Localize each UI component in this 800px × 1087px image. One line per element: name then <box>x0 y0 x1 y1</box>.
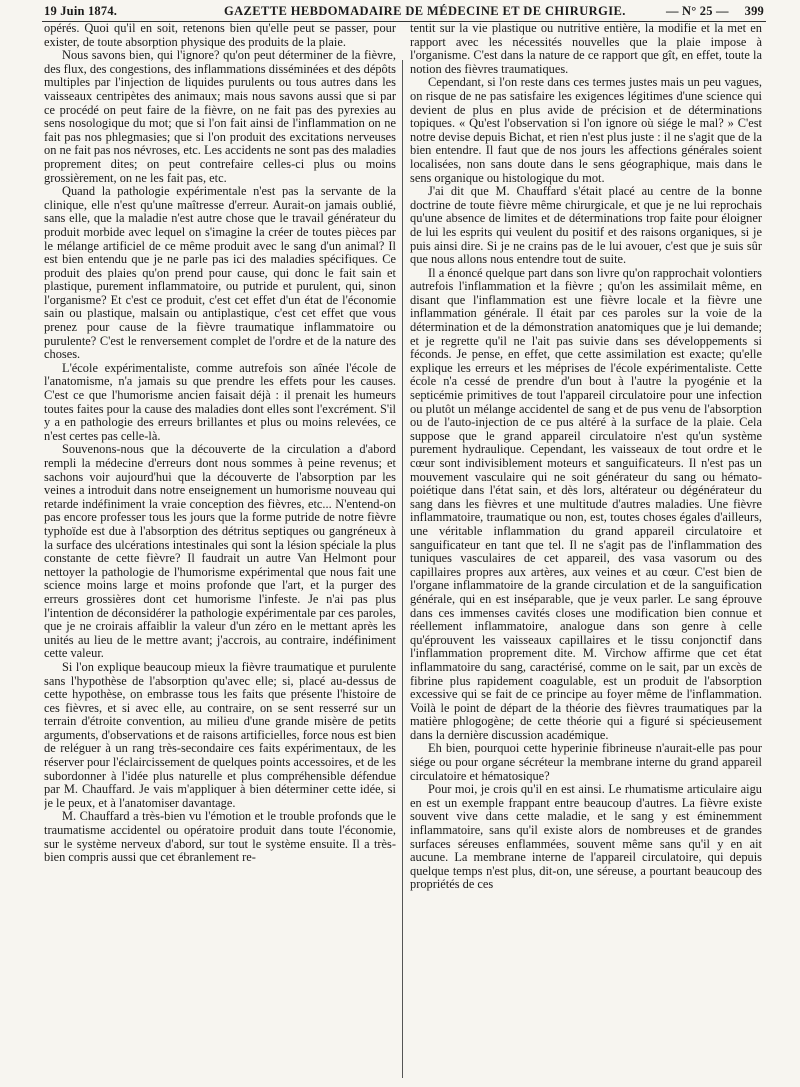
paragraph: Cependant, si l'on reste dans ces termes justes mais un peu vagues, on risque de ne pas satisfaire les exigences légitimes d'une science qui devient de plus en plus avide de précision et de déterminations topiques. « Qu'est l'observation si l'on ignore où siége le mal? » C'est notre devise depuis Bichat, et rien n'est plus juste : il ne s'agit que de la bien entendre. Il faut que de nos jours les affections générales soient localisées, non sans doute dans le sens géographique, mais dans le sens organique ou histologique du mot. <box>410 75 762 185</box>
header-issue-number: — N° 25 — <box>666 4 729 18</box>
paragraph: tentit sur la vie plastique ou nutritive entière, la modifie et la met en rapport avec les nécessités nouvelles que la plaie impose à l'organisme. C'est dans la nature de ce rapport que gît, en effet, toute la notion des fièvres traumatiques. <box>410 22 762 76</box>
header-journal-title: GAZETTE HEBDOMADAIRE DE MÉDECINE ET DE CHIRURGIE. <box>224 4 626 18</box>
header-page-number: 399 <box>744 4 764 18</box>
paragraph: Eh bien, pourquoi cette hyperinie fibrineuse n'aurait-elle pas pour siége ou pour organe sécréteur la membrane interne du grand appareil circulatoire et hématosique? <box>410 741 762 783</box>
paragraph: Il a énoncé quelque part dans son livre qu'on rapprochait volontiers autrefois l'inflammation et la fièvre ; qu'on les assimilait même, en disant que l'inflammation est une fièvre locale et la fièvre une inflammation générale. Il était par ces paroles sur la voie de la détermination et de la démonstration anatomiques que je lui demande; et je regrette qu'il ne l'ait pas suivie dans ses développements si féconds. Je pense, en effet, que cette assimilation est exacte; qu'elle explique les erreurs et les méprises de l'école expérimentaliste. Cette école n'a cessé de prendre d'un bout à l'autre la pyogénie et la septicémie primitives de tout l'appareil circulatoire pour une infection ou plutôt un mélange accidentel de sang et de pus venu de l'absorption ou de l'auto-injection de ce pus altéré à la surface de la plaie. Cela suppose que le grand appareil circulatoire n'est qu'un système purement hydraulique. Cependant, les vaisseaux de tout ordre et le cœur sont indivisiblement moteurs et sanguificateurs. Il n'est pas un mouvement vasculaire qui ne soit générateur du sang ou hémato-poiétique dans l'état sain, et dès lors, altérateur ou dégénérateur du sang dans les fièvres et une multitude d'autres maladies. Une fièvre inflammatoire, traumatique ou non, est, toutes choses égales d'ailleurs, une véritable inflammation du grand appareil circulatoire et sanguificateur en tant que tel. Il ne s'agit pas de l'inflammation des tuniques vasculaires de cet appareil, des vasa vasorum ou des capillaires propres aux artères, aux veines et au cœur. C'est bien de l'organe inflammatoire de la grande circulation et de la sanguification générale, qui en est inséparable, que je veux parler. Le sang éprouve dans ces immenses cavités closes une modification bien connue et réellement inflammatoire, analogue dans son genre à celle qu'éprouvent les vaisseaux capillaires et le tissu conjonctif dans l'inflammation proprement dite. M. Virchow affirme que cet état inflammatoire du sang, caractérisé, comme on le sait, par un excès de fibrine plus rapidement coagulable, est un produit de l'absorption excessive qui se fait de ce principe au foyer même de l'inflammation. Voilà le point de départ de la théorie des fièvres traumatiques par la matière phlogogène; de cette théorie qui a figuré si spécieusement dans la dernière discussion académique. <box>410 265 762 742</box>
paragraph: opérés. Quoi qu'il en soit, retenons bien qu'elle peut se passer, pour exister, de toute absorption physique des produits de la plaie. <box>44 22 396 49</box>
paragraph: Nous savons bien, qui l'ignore? qu'on peut déterminer de la fièvre, des flux, des congestions, des inflammations disséminées et des dépôts multiples par l'injection de liquides purulents ou tous autres dans les vaisseaux centripètes des animaux; mais nous savons aussi que si par ce procédé on peut faire de la fièvre, on ne fait pas des pyrexies au sens nosologique du mot; que si l'on fait ainsi de l'inflammation on ne fait pas nos phlegmasies; que si l'on produit des excitations nerveuses on ne fait pas nos névroses, etc. Les accidents ne sont pas des maladies proprement dites; on peut contrefaire celles-ci plus ou moins grossièrement, on ne les fait pas, etc. <box>44 48 396 185</box>
paragraph: Pour moi, je crois qu'il en est ainsi. Le rhumatisme articulaire aigu en est un exemple frappant entre beaucoup d'autres. La fièvre existe souvent vive dans cette maladie, et le sang y est éminemment inflammatoire, sans qu'il existe alors de nombreuses et de grandes surfaces séreuses enflammées, souvent même sans qu'il y en ait aucune. La membrane interne de l'appareil circulatoire, qui depuis quelque temps n'est plus, dit-on, une séreuse, a pourtant beaucoup des propriétés de ces <box>410 782 762 892</box>
column-divider <box>402 60 403 1078</box>
paragraph: Souvenons-nous que la découverte de la circulation a d'abord rempli la médecine d'erreurs dont nous sommes à peine revenus; et sachons voir aujourd'hui que la découverte de l'absorption par les veines a introduit dans notre enseignement un humorisme nouveau qui retarde indéfiniment la vraie conception des fièvres, etc... N'entend-on pas encore professer tous les jours que la forme putride de notre fièvre typhoïde est due à l'absorption des détritus septiques ou gangréneux à la surface des ulcérations intestinales qui sont la lésion spéciale la plus constante de cette fièvre? Il faudrait un autre Van Helmont pour nettoyer la pathologie de l'humorisme expérimental que nous fait une science moins large et moins profonde que l'art, et la purger des erreurs grossières dont cet humorisme l'infeste. Je n'ai pas plus l'intention de déconsidérer la pathologie expérimentale par ces paroles, que je ne croirais affaiblir la valeur d'un zéro en le mettant après les unités au lieu de le mettre avant; j'accrois, au contraire, indéfiniment cette valeur. <box>44 442 396 661</box>
paragraph: M. Chauffard a très-bien vu l'émotion et le trouble profonds que le traumatisme accidentel ou opératoire produit dans toute l'économie, sur le système nerveux d'abord, sur tout le système ensuite. Il a très-bien compris aussi que cet ébranlement re- <box>44 809 396 865</box>
paragraph: L'école expérimentaliste, comme autrefois son aînée l'école de l'anatomisme, n'a jamais su que prendre les effets pour les causes. C'est ce que l'humorisme ancien faisait déjà : il prenait les humeurs toutes faites pour la cause des maladies dont elles sont l'excrément. S'il y a en pathologie des erreurs brillantes et plus ou moins relevées, ce n'est certes pas celle-là. <box>44 360 396 443</box>
running-header <box>44 4 764 22</box>
paragraph: J'ai dit que M. Chauffard s'était placé au centre de la bonne doctrine de toute fièvre même chirurgicale, et que je ne lui reprochais qu'une absence de limites et de déterminations trop faite pour éloigner de lui les esprits qui veulent du positif et des raisons organiques, si je puis ainsi dire. Si je ne crains pas de le lui avouer, c'est que je suis sûr que nous allons nous entendre tout de suite. <box>410 184 762 267</box>
right-column <box>410 22 762 1082</box>
paragraph: Si l'on explique beaucoup mieux la fièvre traumatique et purulente sans l'hypothèse de l'absorption qu'avec elle; si, placé au-dessus de cette hypothèse, on embrasse tous les faits que présente l'histoire de ces fièvres, et si avec elle, au contraire, on se sent resserré sur un terrain d'étroite convention, au milieu d'une grande misère de petits arguments, d'observations et de raisons artificielles, force nous est bien de reléguer à un rang très-secondaire ces faits expérimentaux, de les réserver pour l'éclaircissement de quelques points accessoires, et de les subordonner à l'idée plus naturelle et plus compréhensible défendue par M. Chauffard. Je vais m'appliquer à bien déterminer cette idée, si je le peux, et à l'anatomiser davantage. <box>44 659 396 810</box>
header-date: 19 Juin 1874. <box>44 4 118 18</box>
paragraph: Quand la pathologie expérimentale n'est pas la servante de la clinique, elle n'est qu'une maîtresse d'erreur. Aurait-on jamais oublié, sans elle, que la maladie n'est autre chose que le travail générateur du produit morbide avec lequel on s'imagine la créer de toutes pièces par le mélange artificiel de ce même produit avec le sang d'un animal? Il est bien entendu que je ne parle pas ici des maladies spécifiques. Ce produit des plaies qu'on prend pour cause, qui donc le fait sain et plastique, purement inflammatoire, ou putride et purulent, qui, sinon l'organisme? Et c'est ce produit, c'est cet effet d'un état de l'économie sain ou plastique, malsain ou antiplastique, c'est cet effet que vous prenez pour cause de la fièvre traumatique inflammatoire ou purulente? C'est le renversement complet de l'ordre et de la nature des choses. <box>44 184 396 362</box>
left-column <box>44 22 396 1082</box>
